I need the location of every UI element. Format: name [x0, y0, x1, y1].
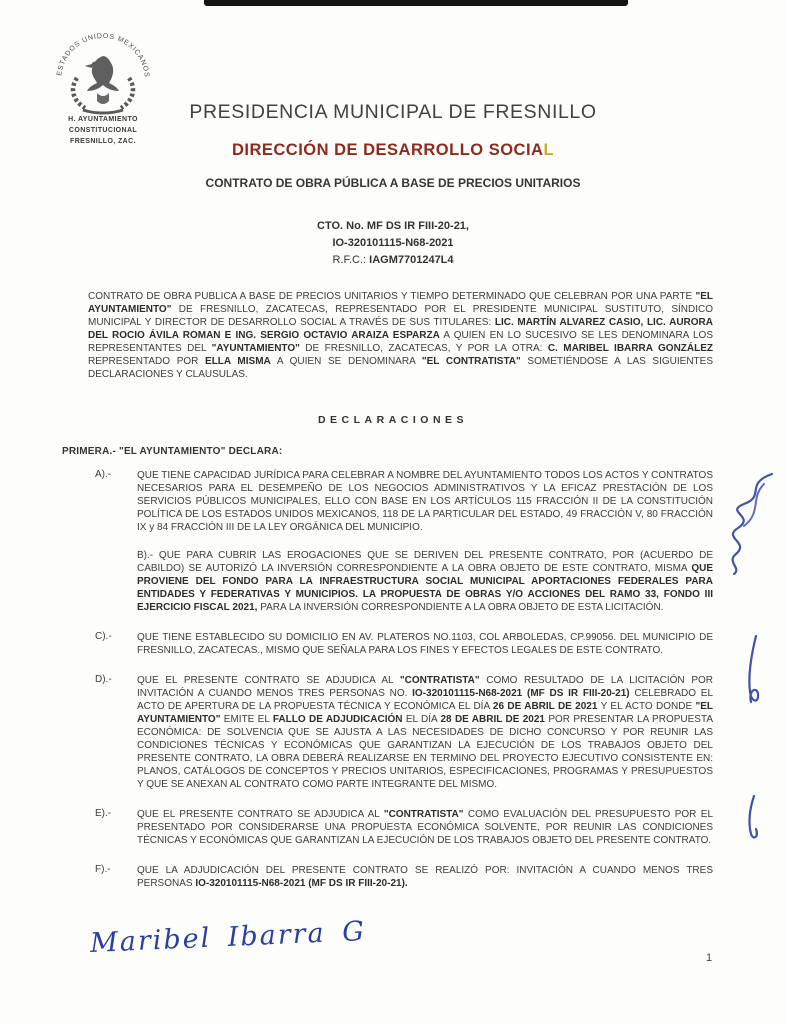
declaration-item-d	[95, 674, 713, 791]
declarations-list	[95, 469, 713, 907]
pen-scribble-small	[740, 792, 768, 844]
eagle-beak	[85, 64, 93, 68]
seal-caption-line-3: FRESNILLO, ZAC.	[70, 138, 136, 146]
rfc-value: IAGM7701247L4	[369, 254, 454, 267]
pen-scribble-icon	[714, 468, 784, 580]
pen-scribble-large	[714, 468, 784, 580]
department-title-accent: L	[543, 141, 555, 159]
seal-arc-text: ESTADOS UNIDOS MEXICANOS	[56, 32, 150, 79]
item-label-a: A).-	[95, 469, 112, 480]
item-label-b	[95, 549, 137, 614]
rfc-label: R.F.C.:	[332, 254, 370, 267]
scan-artifact-top	[204, 0, 628, 6]
item-text-e: QUE EL PRESENTE CONTRATO SE ADJUDICA AL "CONTRATISTA" COMO EVALUACIÓN DEL PRESUPUESTO POR EL PRESENTADO POR CONSIDERARSE UNA PROPUESTA ECONÓMICA SOLVENTE, POR REUNIR LAS CONDICIONES TÉCNICAS Y ECONÓMICAS QUE GARANTIZAN LA EJECUCIÓN DE LOS TRABAJOS OBJETO DEL PRESENTE CONTRATO.	[137, 809, 714, 846]
department-title	[0, 141, 786, 160]
contract-number-line: CTO. No. MF DS IR FIII-20-21,	[317, 220, 469, 232]
primera-declaration-label: PRIMERA.- "EL AYUNTAMIENTO" DECLARA:	[62, 446, 283, 457]
declaration-item-a	[95, 469, 713, 534]
declarations-heading: DECLARACIONES	[317, 414, 469, 426]
handwritten-signature: Maribel Ibarra G	[89, 915, 367, 960]
intro-paragraph: CONTRATO DE OBRA PUBLICA A BASE DE PRECIOS UNITARIOS Y TIEMPO DETERMINADO QUE CELEBRAN POR UNA PARTE "EL AYUNTAMIENTO" DE FRESNILLO, ZACATECAS, REPRESENTADO POR EL PRESIDENTE MUNICIPAL SUSTITUTO, SÍNDICO MUNICIPAL Y DIRECTOR DE DESARROLLO SOCIAL A TRAVÉS DE SUS TITULARES: LIC. MARTÍN ALVAREZ CASIO, LIC. AURORA DEL ROCIO ÁVILA ROMAN E ING. SERGIO OCTAVIO ARAIZA ESPARZA A QUIEN EN LO SUCESIVO SE LES DENOMINARA LOS REPRESENTANTES DEL "AYUNTAMIENTO" DE FRESNILLO, ZACATECAS, Y POR LA OTRA: C. MARIBEL IBARRA GONZÁLEZ REPRESENTADO POR ELLA MISMA A QUIEN SE DENOMINARA "EL CONTRATISTA" SOMETIÉNDOSE A LAS SIGUIENTES DECLARACIONES Y CLAUSULAS.	[88, 291, 714, 380]
declaration-item-b	[95, 549, 713, 614]
item-text-a: QUE TIENE CAPACIDAD JURÍDICA PARA CELEBRAR A NOMBRE DEL AYUNTAMIENTO TODOS LOS ACTOS Y CONTRATOS NECESARIOS PARA EL DESEMPEÑO DE LOS NEGOCIOS ADMINISTRATIVOS Y LA EFICAZ PRESTACIÓN DE LOS SERVICIOS PÚBLICOS MUNICIPALES, ELLO CON BASE EN LOS ARTÍCULOS 115 FRACCIÓN II DE LA CONSTITUCIÓN POLÍTICA DE LOS ESTADOS UNIDOS MEXICANOS, 118 DE LA PARTICULAR DEL ESTADO, 49 FRACCIÓN V, 80 FRACCIÓN IX y 84 FRACCIÓN III DE LA LEY ORGÁNICA DEL MUNICIPIO.	[137, 470, 713, 533]
page-title: PRESIDENCIA MUNICIPAL DE FRESNILLO	[189, 101, 597, 123]
eagle-body	[87, 56, 119, 91]
page-number: 1	[706, 952, 713, 964]
item-label-e: E).-	[95, 808, 112, 819]
eagle-head	[92, 62, 99, 69]
item-text-c: QUE TIENE ESTABLECIDO SU DOMICILIO EN AV. PLATEROS NO.1103, COL ARBOLEDAS, CP.99056. DEL MUNICIPIO DE FRESNILLO, ZACATECAS., MISMO QUE SEÑALA PARA LOS FINES Y EFECTOS LEGALES DE ESTE CONTRATO.	[137, 632, 713, 656]
contract-type-title: CONTRATO DE OBRA PÚBLICA A BASE DE PRECIOS UNITARIOS	[205, 176, 581, 190]
tender-number-line: IO-320101115-N68-2021	[332, 237, 454, 250]
item-text-b: B).- QUE PARA CUBRIR LAS EROGACIONES QUE SE DERIVEN DEL PRESENTE CONTRATO, POR (ACUERDO DE CABILDO) SE AUTORIZÓ LA INVERSIÓN CORRESPONDIENTE A LA OBRA OBJETO DE ESTE CONTRATO, MISMA QUE PROVIENE DEL FONDO PARA LA INFRAESTRUCTURA SOCIAL MUNICIPAL APORTACIONES FEDERALES PARA ENTIDADES Y FEDERATIVAS Y MUNICIPIOS. LA PROPUESTA DE OBRAS Y/O ACCIONES DEL RAMO 33, FONDO III EJERCICIO FISCAL 2021, PARA LA INVERSIÓN CORRESPONDIENTE A LA OBRA OBJETO DE ESTA LICITACIÓN.	[137, 550, 713, 613]
declaration-item-e	[95, 808, 713, 847]
department-title-main: DIRECCIÓN DE DESARROLLO SOCIA	[231, 141, 544, 159]
item-label-f: F).-	[95, 864, 111, 875]
pen-scribble-icon	[740, 792, 768, 844]
contract-reference-block	[0, 218, 786, 269]
declaration-item-c	[95, 631, 713, 657]
rfc-line	[0, 252, 786, 269]
item-text-d: QUE EL PRESENTE CONTRATO SE ADJUDICA AL "CONTRATISTA" COMO RESULTADO DE LA LICITACIÓN POR INVITACIÓN A CUANDO MENOS TRES PERSONAS NO. IO-320101115-N68-2021 (MF DS IR FIII-20-21) CELEBRADO EL ACTO DE APERTURA DE LA PROPUESTA TÉCNICA Y ECONÓMICA EL DÍA 26 DE ABRIL DE 2021 Y EL ACTO DONDE "EL AYUNTAMIENTO" EMITE EL FALLO DE ADJUDICACIÓN EL DÍA 28 DE ABRIL DE 2021 POR PRESENTAR LA PROPUESTA ECONÓMICA: DE SOLVENCIA QUE SE AJUSTA A LAS NECESIDADES DE DICHO CONCURSO Y POR REUNIR LAS CONDICIONES TÉCNICAS Y ECONÓMICAS QUE GARANTIZAN LA EJECUCIÓN DE LOS TRABAJOS OBJETO DEL PRESENTE CONTRATO, LA OBRA DEBERÁ REALIZARSE EN TERMINO DEL PROYECTO EJECUTIVO CONSISTENTE EN: PLANOS, CATÁLOGOS DE CONCEPTOS Y PRECIOS UNITARIOS, ESPECIFICACIONES, PROGRAMAS Y PRESUPUESTOS Y QUE SE ANEXAN AL CONTRATO COMO PARTE INTEGRANTE DEL MISMO.	[137, 675, 714, 790]
declaration-item-f	[95, 864, 713, 890]
item-label-d: D).-	[95, 674, 112, 685]
item-label-c: C).-	[95, 631, 112, 642]
pen-scribble-mid	[738, 632, 772, 714]
seal-caption-line-1: H. AYUNTAMIENTO	[68, 116, 138, 123]
pen-scribble-icon	[738, 632, 772, 714]
seal-caption-line-2: CONSTITUCIONAL	[68, 127, 138, 135]
item-text-f: QUE LA ADJUDICACIÓN DEL PRESENTE CONTRATO SE REALIZÓ POR: INVITACIÓN A CUANDO MENOS TRES PERSONAS IO-320101115-N68-2021 (MF DS IR FIII-20-21).	[137, 865, 713, 889]
